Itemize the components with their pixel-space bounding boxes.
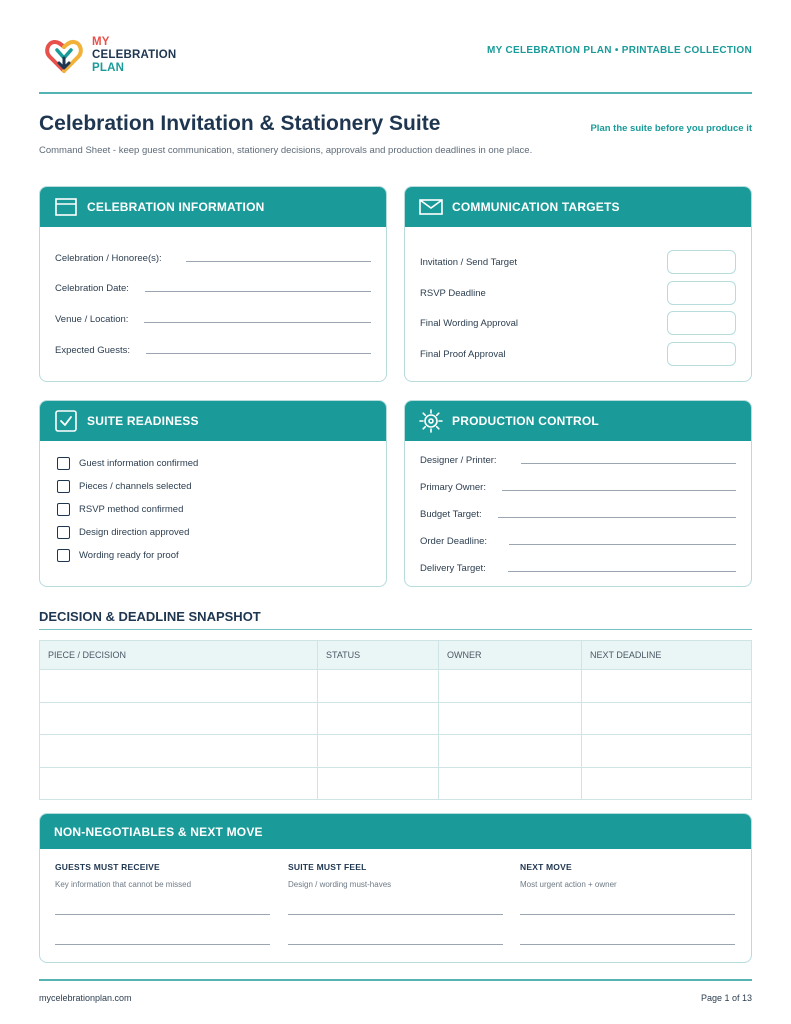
target-row-final-proof — [420, 342, 736, 366]
field-venue-location[interactable] — [55, 314, 371, 325]
field-celebration-honorees[interactable] — [55, 253, 371, 264]
logo-text-my: MY — [92, 36, 110, 48]
nn-write-line[interactable] — [288, 944, 503, 945]
column-header-status: STATUS — [318, 641, 439, 669]
non-negotiables-card — [39, 813, 752, 963]
envelope-icon — [419, 195, 443, 219]
page-tagline: Plan the suite before you produce it — [590, 123, 752, 134]
nn-column-hint: Design / wording must-haves — [288, 880, 392, 889]
column-header-next-deadline: NEXT DEADLINE — [590, 650, 662, 660]
target-label: Final Proof Approval — [420, 348, 506, 360]
target-label: Final Wording Approval — [420, 317, 519, 329]
checklist-label: RSVP method confirmed — [79, 504, 184, 515]
footer-site: mycelebrationplan.com — [39, 993, 132, 1003]
window-icon — [54, 195, 78, 219]
nn-write-line[interactable] — [520, 914, 735, 915]
footer-page-number: Page 1 of 13 — [700, 993, 752, 1003]
target-row-final-wording — [420, 311, 736, 335]
checklist-item[interactable] — [57, 480, 191, 493]
logo-text-celebration: CELEBRATION — [92, 49, 177, 61]
field-label: Celebration Date: — [55, 283, 129, 294]
snapshot-divider — [39, 629, 752, 630]
production-control-title: PRODUCTION CONTROL — [452, 414, 599, 428]
field-label: Celebration / Honoree(s): — [55, 253, 162, 264]
suite-readiness-title: SUITE READINESS — [87, 414, 199, 428]
header-divider — [39, 92, 752, 94]
table-cell[interactable] — [439, 768, 582, 800]
non-negotiables-header — [40, 814, 751, 849]
table-cell[interactable] — [318, 703, 439, 735]
table-cell[interactable] — [318, 735, 439, 767]
field-label: Delivery Target: — [420, 563, 486, 574]
checkbox[interactable] — [57, 526, 70, 539]
nn-write-line[interactable] — [520, 944, 735, 945]
snapshot-table — [39, 640, 752, 800]
table-cell[interactable] — [439, 735, 582, 767]
table-cell[interactable] — [318, 670, 439, 702]
field-label: Designer / Printer: — [420, 455, 497, 466]
communication-targets-title: COMMUNICATION TARGETS — [452, 200, 620, 214]
brand-logo — [44, 34, 194, 78]
suite-readiness-card — [39, 400, 387, 587]
field-label: Expected Guests: — [55, 345, 130, 356]
table-row — [40, 702, 751, 735]
checkbox-icon — [54, 409, 78, 433]
table-cell[interactable] — [439, 670, 582, 702]
nn-column-suite — [288, 862, 503, 889]
field-delivery-target[interactable] — [420, 563, 736, 574]
checklist-label: Design direction approved — [79, 527, 190, 538]
field-label: Budget Target: — [420, 509, 482, 520]
nn-write-line[interactable] — [288, 914, 503, 915]
checkbox[interactable] — [57, 549, 70, 562]
gear-icon — [419, 409, 443, 433]
field-celebration-date[interactable] — [55, 283, 371, 294]
table-cell[interactable] — [40, 768, 318, 800]
checklist-label: Guest information confirmed — [79, 458, 199, 469]
column-header-piece: PIECE / DECISION — [40, 641, 318, 669]
field-primary-owner[interactable] — [420, 482, 736, 493]
checkbox[interactable] — [57, 480, 70, 493]
nn-column-heading: GUESTS MUST RECEIVE — [55, 862, 160, 872]
page-subtitle: Command Sheet - keep guest communication, stationery decisions, approvals and production deadlines in one place. — [39, 145, 533, 156]
field-label: Primary Owner: — [420, 482, 486, 493]
table-cell[interactable] — [582, 768, 751, 800]
nn-write-line[interactable] — [55, 944, 270, 945]
nn-column-heading: NEXT MOVE — [520, 862, 572, 872]
logo-text-plan: PLAN — [92, 62, 125, 74]
nn-column-next-move — [520, 862, 735, 889]
target-label: RSVP Deadline — [420, 287, 486, 299]
field-budget-target[interactable] — [420, 509, 736, 520]
target-date-box[interactable] — [667, 250, 736, 274]
table-cell[interactable] — [40, 735, 318, 767]
checklist-label: Wording ready for proof — [79, 550, 179, 561]
non-negotiables-title: NON-NEGOTIABLES & NEXT MOVE — [54, 824, 263, 839]
table-cell[interactable] — [40, 703, 318, 735]
table-cell[interactable] — [318, 768, 439, 800]
communication-targets-header — [405, 187, 751, 227]
celebration-info-card — [39, 186, 387, 382]
checklist-item[interactable] — [57, 526, 189, 539]
checkbox[interactable] — [57, 503, 70, 516]
field-expected-guests[interactable] — [55, 345, 371, 356]
header-collection-label: MY CELEBRATION PLAN • PRINTABLE COLLECTION — [487, 45, 752, 56]
page-title: Celebration Invitation & Stationery Suite — [39, 112, 441, 135]
table-row — [40, 669, 751, 702]
target-label: Invitation / Send Target — [420, 256, 517, 268]
field-label: Order Deadline: — [420, 536, 488, 547]
table-row — [40, 767, 751, 800]
production-control-header — [405, 401, 751, 441]
nn-column-heading: SUITE MUST FEEL — [288, 862, 367, 872]
nn-write-line[interactable] — [55, 914, 270, 915]
target-date-box[interactable] — [667, 342, 736, 366]
field-designer-printer[interactable] — [420, 455, 736, 466]
checklist-label: Pieces / channels selected — [79, 481, 192, 492]
checklist-item[interactable] — [57, 457, 198, 470]
column-header-owner: OWNER — [439, 641, 582, 669]
table-cell[interactable] — [582, 703, 751, 735]
suite-readiness-header — [40, 401, 386, 441]
field-order-deadline[interactable] — [420, 536, 736, 547]
checklist-item[interactable] — [57, 503, 183, 516]
footer-divider — [39, 979, 752, 981]
heart-logo-icon — [44, 36, 84, 76]
production-control-card — [404, 400, 752, 587]
snapshot-title: DECISION & DEADLINE SNAPSHOT — [39, 609, 261, 624]
target-row-rsvp-deadline — [420, 281, 736, 305]
target-date-box[interactable] — [667, 311, 736, 335]
checklist-item[interactable] — [57, 549, 179, 562]
target-date-box[interactable] — [667, 281, 736, 305]
nn-column-hint: Most urgent action + owner — [520, 880, 617, 889]
table-header-row — [40, 641, 751, 669]
celebration-info-title: CELEBRATION INFORMATION — [87, 200, 265, 214]
nn-column-hint: Key information that cannot be missed — [55, 880, 192, 889]
table-cell[interactable] — [40, 670, 318, 702]
table-cell[interactable] — [439, 703, 582, 735]
field-label: Venue / Location: — [55, 314, 129, 325]
nn-column-guests — [55, 862, 270, 889]
table-row — [40, 734, 751, 767]
checkbox[interactable] — [57, 457, 70, 470]
table-cell[interactable] — [582, 670, 751, 702]
target-row-invitation-send — [420, 250, 736, 274]
communication-targets-card — [404, 186, 752, 382]
table-cell[interactable] — [582, 735, 751, 767]
celebration-info-header — [40, 187, 386, 227]
